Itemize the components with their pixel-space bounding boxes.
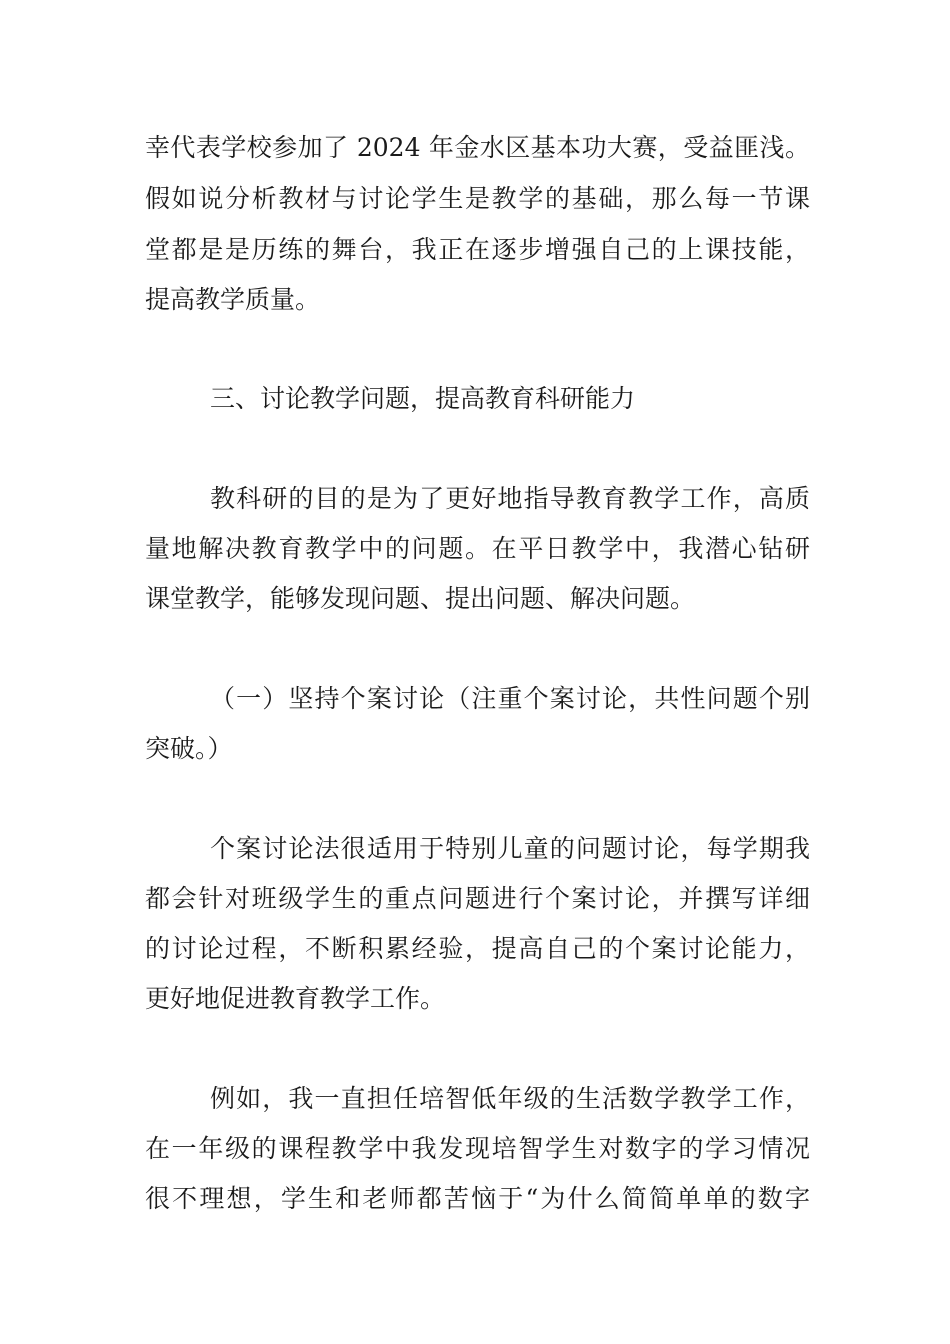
section-heading: 三、讨论教学问题，提高教育科研能力 (210, 384, 636, 413)
text-line: 个案讨论法很适用于特别儿童的问题讨论，每学期我 (210, 834, 810, 863)
text-line: 很不理想，学生和老师都苦恼于“为什么简简单单的数字 (145, 1184, 810, 1213)
text-line: 课堂教学，能够发现问题、提出问题、解决问题。 (145, 584, 696, 613)
text-line: 的讨论过程，不断积累经验，提高自己的个案讨论能力， (145, 934, 810, 963)
text-line: 量地解决教育教学中的问题。在平日教学中，我潜心钻研 (145, 534, 810, 563)
text-line: 更好地促进教育教学工作。 (145, 984, 446, 1013)
text-line: 都会针对班级学生的重点问题进行个案讨论，并撰写详细 (145, 884, 810, 913)
text-line: 在一年级的课程教学中我发现培智学生对数字的学习情况 (145, 1134, 810, 1163)
text-line: 突破。） (145, 734, 233, 763)
text-line: 提高教学质量。 (145, 285, 321, 314)
text-line: （一）坚持个案讨论（注重个案讨论，共性问题个别 (210, 684, 810, 713)
text-line: 假如说分析教材与讨论学生是教学的基础，那么每一节课 (145, 184, 810, 213)
text-line: 例如，我一直担任培智低年级的生活数学教学工作， (210, 1084, 810, 1113)
text-line: 幸代表学校参加了 2024 年金水区基本功大赛，受益匪浅。 (145, 133, 810, 162)
text-line: 堂都是是历练的舞台，我正在逐步增强自己的上课技能， (145, 235, 810, 264)
text-line: 教科研的目的是为了更好地指导教育教学工作，高质 (210, 484, 810, 513)
